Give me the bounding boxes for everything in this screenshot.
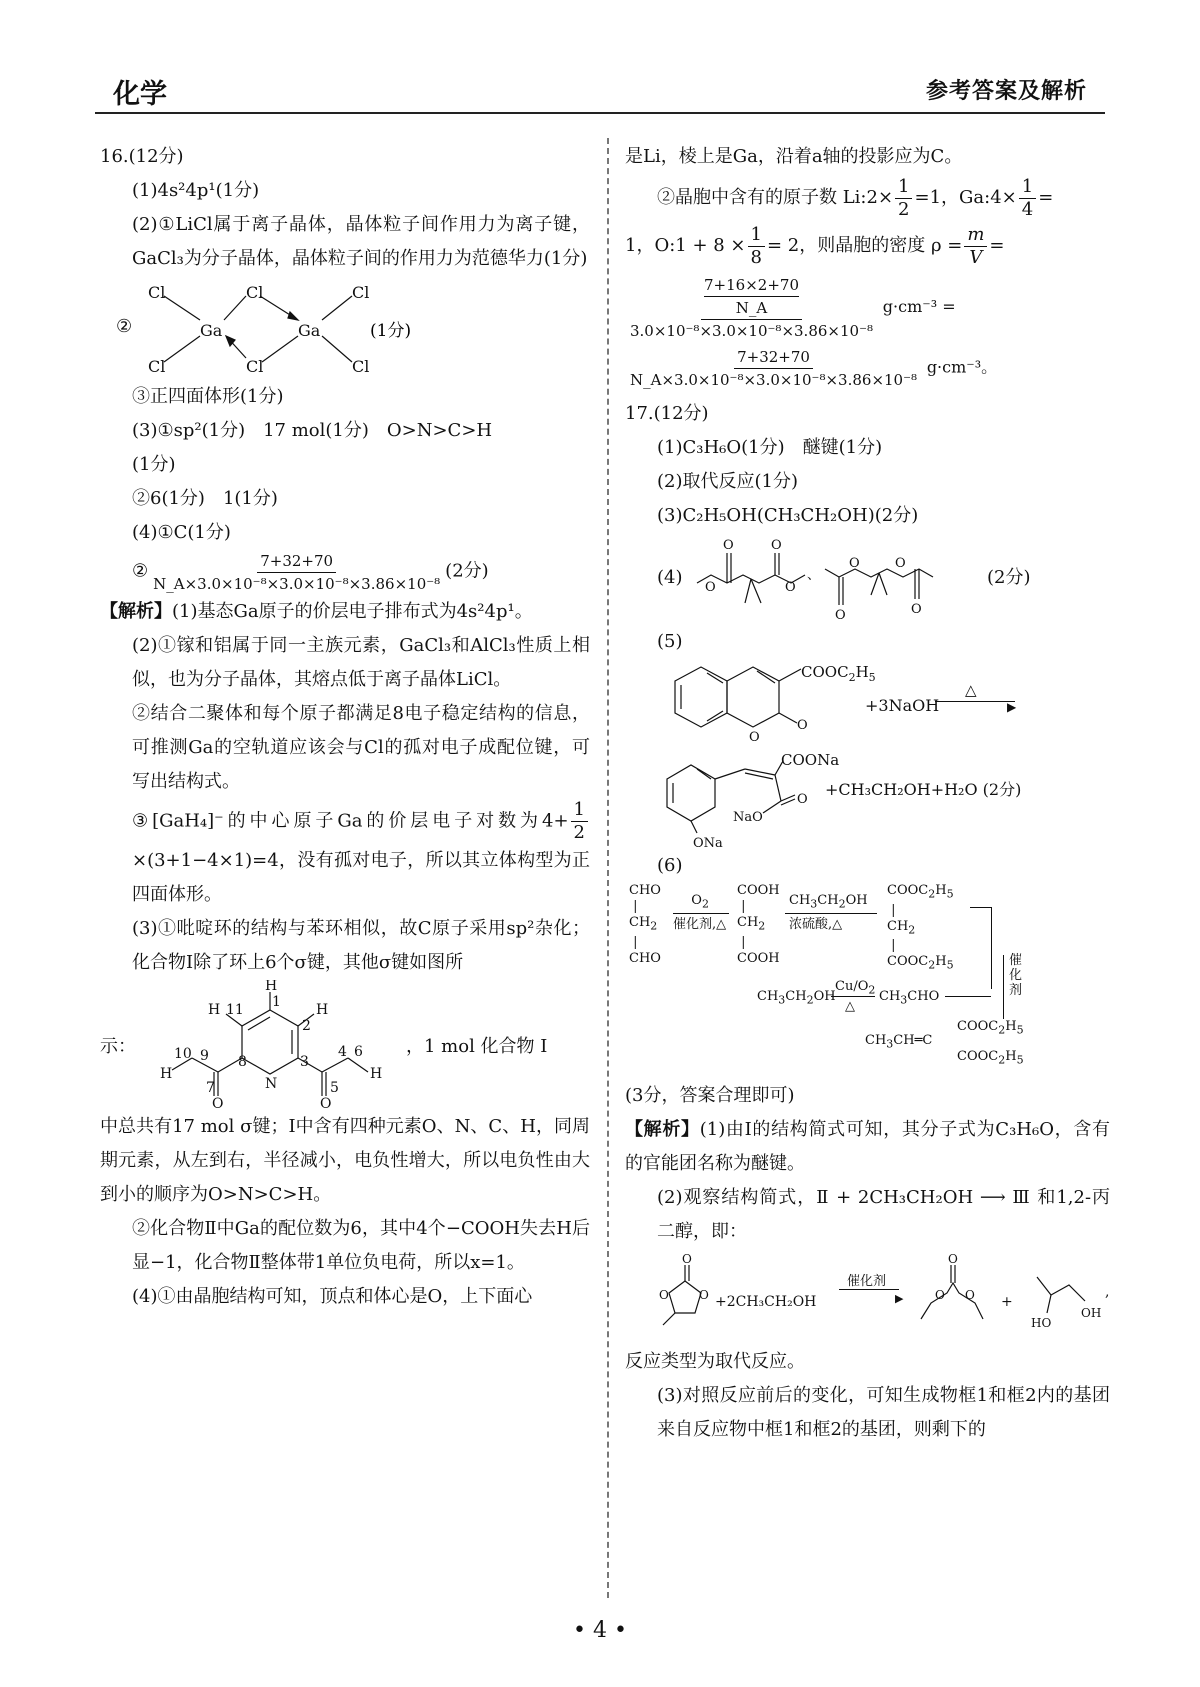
j2-reagent: +2CH₃CH₂OH: [715, 1294, 817, 1310]
r3b: = 2，则晶胞的密度 ρ =: [766, 235, 963, 256]
r5-den: N_A×3.0×10⁻⁸×3.0×10⁻⁸×3.86×10⁻⁸: [630, 371, 918, 389]
density-denominator: N_A×3.0×10⁻⁸×3.0×10⁻⁸×3.86×10⁻⁸: [153, 575, 441, 593]
q17-b4-structures: [689, 533, 989, 625]
svg-text:OH: OH: [1081, 1306, 1102, 1320]
half-num: 1: [571, 799, 588, 822]
q17-b5-reactant: O O $COOC_2H_5$ +3NaOH △ ▶: [625, 659, 1110, 749]
q17-b4-block: [625, 533, 1110, 625]
svg-text:6: 6: [354, 1044, 363, 1060]
svg-text:O: O: [849, 556, 860, 571]
density-numerator: 7+32+70: [257, 550, 336, 573]
q17-b5: (5): [657, 631, 683, 652]
q17-j1: [625, 1113, 1110, 1181]
q17-b2: (2)取代反应(1分): [657, 471, 798, 492]
svg-text:Cl: Cl: [148, 283, 166, 302]
q16-jx4: [100, 799, 590, 912]
r4-num1: 7+16×2+70: [704, 274, 799, 297]
q16-a1: (1)4s²4p¹(1分): [132, 180, 260, 201]
column-divider: [607, 138, 609, 1598]
svg-text:、: 、: [807, 568, 821, 583]
density-fraction: [150, 550, 443, 595]
q17-b5-reagent: +3NaOH: [865, 696, 940, 715]
r3: 1，O:1 + 8 × $\frac{1}{8}$ = 2，则晶胞的密度 ρ = $\frac{m}{V}$ =: [625, 223, 1005, 268]
q16-jx3: ②结合二聚体和每个原子都满足8电子稳定结构的信息，可推测Ga的空轨道应该会与Cl的孤对电子成配位键，可写出结构式。: [132, 703, 590, 792]
svg-text:ONa: ONa: [693, 836, 723, 849]
svg-text:H: H: [208, 1002, 221, 1018]
q16-jx4b: ×(3+1−4×1)=4，没有孤对电子，所以其立体构型为正四面体形。: [132, 850, 590, 905]
q16-jx6: 中总共有17 mol σ键；Ⅰ中含有四种元素O、N、C、H，同周期元素，从左到右，半径减小，电负性增大，所以电负性由大到小的顺序为O>N>C>H。: [100, 1116, 590, 1205]
r3c: =: [989, 235, 1005, 256]
r4-unit: g·cm⁻³ =: [882, 297, 956, 316]
r4: [625, 274, 1110, 342]
q16-a2-2-mark: ②: [116, 316, 133, 337]
q16-a2-2-score: (1分): [370, 321, 412, 341]
svg-text:1: 1: [272, 994, 281, 1010]
svg-text:O: O: [212, 1096, 224, 1110]
svg-text:O: O: [911, 602, 922, 617]
q17-title: 17.(12分): [625, 403, 709, 424]
svg-text:O: O: [797, 792, 808, 807]
svg-text:4: 4: [338, 1044, 347, 1060]
analysis-label-17: 【解析】: [625, 1119, 700, 1140]
svg-text:10: 10: [174, 1046, 192, 1062]
q17-b3: (3)C₂H₅OH(CH₃CH₂OH)(2分): [657, 505, 919, 526]
svg-text:Cl: Cl: [352, 357, 370, 376]
q16-jx2: (2)①镓和铝属于同一主族元素，GaCl₃和AlCl₃性质上相似，也为分子晶体，其熔点低于离子晶体LiCl。: [132, 635, 590, 690]
q17-b6: (6): [657, 855, 683, 876]
svg-text:O: O: [749, 730, 760, 745]
svg-text:O: O: [965, 1288, 975, 1302]
q16-jx5-pre: 示：: [100, 1036, 136, 1057]
header-title: 参考答案及解析: [925, 78, 1087, 104]
q16-a2-3: ③正四面体形(1分): [132, 386, 284, 407]
svg-text:O: O: [835, 608, 846, 623]
r2: ②晶胞中含有的原子数 Li:2× $\frac{1}{2}$ =1，Ga:4× $\frac{1}{4}$ =: [657, 175, 1054, 220]
j2-catalyst: 催化剂: [847, 1274, 887, 1289]
svg-text:O: O: [771, 538, 782, 553]
q17-b6-score: (3分，答案合理即可): [625, 1085, 795, 1106]
svg-text:Cl: Cl: [246, 357, 264, 376]
reaction-arrow: [935, 701, 1015, 702]
q17-j2: (2)观察结构简式，Ⅱ + 2CH₃CH₂OH ⟶ Ⅲ 和1,2-丙二醇，即：: [657, 1187, 1110, 1242]
q17-b4-score: (2分): [987, 567, 1031, 588]
pyridine-dicarboxylic-structure: [140, 980, 400, 1110]
q16-a3-1: (3)①sp²(1分) 17 mol(1分) O>N>C>H: [132, 420, 493, 441]
q16-jx5-post: ，1 mol 化合物 Ⅰ: [406, 1036, 548, 1057]
r2b: =1，Ga:4×: [914, 187, 1017, 208]
q16-jx1-text: (1)基态Ga原子的价层电子排布式为4s²4p¹。: [172, 601, 533, 622]
svg-text:Cl: Cl: [246, 283, 264, 302]
svg-text:H: H: [370, 1066, 383, 1082]
svg-text:O: O: [948, 1253, 958, 1266]
svg-text:11: 11: [226, 1002, 244, 1018]
q16-jx5: (3)①吡啶环的结构与苯环相似，故C原子采用sp²杂化；化合物Ⅰ除了环上6个σ键，其他σ键如图所: [132, 918, 590, 973]
svg-text:NaO: NaO: [733, 810, 763, 825]
r2c: =: [1038, 187, 1054, 208]
ga2cl6-structure-block: [100, 276, 590, 380]
left-column: [100, 140, 590, 1314]
svg-text:Cl: Cl: [352, 283, 370, 302]
q17-b4: (4): [657, 567, 683, 588]
r5-num: 7+32+70: [734, 346, 813, 369]
svg-text:O: O: [659, 1288, 669, 1302]
r4-den: 3.0×10⁻⁸×3.0×10⁻⁸×3.86×10⁻⁸: [630, 322, 874, 340]
synthesis-route: CHO | $CH_2$ | CHO $O_2$ 催化剂,△ COOH | $CH_2$ | COOH $CH_3CH_2OH$ 浓硫酸,△ $COOC_2H_5$ | $CH_2$ | $COOC_2H_5$ 催 化 剂 $CH_3CH_2OH$ $Cu/O_2$ △ $CH_3CHO$ $CH_3CH═C$ $COOC_2H_5$ $COOC_2H_5$: [629, 883, 1024, 1067]
svg-text:5: 5: [330, 1080, 339, 1096]
q16-title: 16.(12分): [100, 146, 184, 167]
half-den: 2: [573, 822, 585, 843]
svg-text:7: 7: [206, 1080, 215, 1096]
page-header: [95, 68, 1105, 114]
q17-b1: (1)C₃H₆O(1分) 醚键(1分): [657, 437, 883, 458]
svg-text:HO: HO: [1031, 1316, 1052, 1330]
svg-text:H: H: [316, 1002, 329, 1018]
svg-text:2: 2: [302, 1018, 311, 1034]
svg-text:N: N: [265, 1076, 278, 1092]
r4-num2: N_A: [735, 299, 768, 317]
right-column: [625, 140, 1110, 1447]
q16-a4-2: [100, 550, 590, 595]
q16-a3-2: ②6(1分) 1(1分): [132, 488, 278, 509]
svg-text:O: O: [935, 1288, 945, 1302]
pyridine-structure-block: [100, 980, 590, 1110]
page-number: • 4 •: [573, 1618, 627, 1643]
analysis-label: 【解析】: [100, 601, 172, 622]
svg-text:Cl: Cl: [148, 357, 166, 376]
svg-text:O: O: [320, 1096, 332, 1110]
svg-text:H: H: [160, 1066, 173, 1082]
svg-text:Ga: Ga: [200, 321, 223, 340]
q17-b5-cond: △: [965, 681, 977, 699]
q16-a3-1b: (1分): [132, 454, 176, 475]
svg-text:O: O: [797, 718, 808, 733]
svg-text:Ga: Ga: [298, 321, 321, 340]
svg-text:O: O: [682, 1253, 692, 1266]
svg-text:3: 3: [300, 1054, 309, 1070]
svg-text:O: O: [785, 580, 796, 595]
r5: [625, 346, 1110, 391]
svg-text:O: O: [723, 538, 734, 553]
svg-text:9: 9: [200, 1048, 209, 1064]
subject-label: 化学: [113, 79, 167, 110]
q17-b5-product-text: +CH₃CH₂OH+H₂O (2分): [825, 780, 1022, 799]
q16-jx4a: ③[GaH₄]⁻的中心原子Ga的价层电子对数为4+: [132, 810, 569, 832]
q16-a4-2-score: (2分): [445, 560, 489, 582]
q16-jx7: ②化合物Ⅱ中Ga的配位数为6，其中4个−COOH失去H后显−1，化合物Ⅱ整体带1单位负电荷，所以x=1。: [132, 1218, 590, 1273]
q17-b5-product: O NaO ONa COONa +CH₃CH₂OH+H₂O (2分): [625, 749, 1110, 849]
q16-jx1: [100, 595, 590, 629]
r5-unit: g·cm⁻³。: [926, 357, 998, 377]
q16-a4-2-mark: ②: [132, 560, 149, 582]
q17-j4: (3)对照反应前后的变化，可知生成物框1和框2内的基团来自反应物中框1和框2的基团，则剩下的: [657, 1385, 1110, 1440]
diethyl-carbonate-structure: [907, 1253, 997, 1333]
propanediol-structure: [1017, 1255, 1107, 1339]
q16-a4-1: (4)①C(1分): [132, 522, 231, 543]
svg-text:H: H: [265, 980, 278, 994]
q16-a2-1: (2)①LiCl属于离子晶体，晶体粒子间作用力为离子键，GaCl₃为分子晶体，晶体粒子间的作用力为范德华力(1分): [132, 214, 590, 269]
q17-j1-text: (1)由Ⅰ的结构简式可知，其分子式为C₃H₆O，含有的官能团名称为醚键。: [625, 1119, 1111, 1174]
svg-text:O: O: [699, 1288, 709, 1302]
svg-text:O: O: [705, 580, 716, 595]
r2a: ②晶胞中含有的原子数 Li:2×: [657, 187, 894, 208]
q16-jx8: (4)①由晶胞结构可知，顶点和体心是O，上下面心: [132, 1286, 533, 1307]
svg-text:8: 8: [238, 1054, 247, 1070]
r3a: 1，O:1 + 8 ×: [625, 235, 746, 256]
svg-text:O: O: [895, 556, 906, 571]
j2-reaction: O O O +2CH₃CH₂OH 催化剂 ▶ O O O + HO OH ,: [625, 1249, 1110, 1345]
q17-j3: 反应类型为取代反应。: [625, 1351, 805, 1372]
cyclic-carbonate-structure: [655, 1253, 715, 1333]
ga2cl6-structure: [140, 276, 430, 380]
r1: 是Li，棱上是Ga，沿着a轴的投影应为C。: [625, 146, 963, 167]
